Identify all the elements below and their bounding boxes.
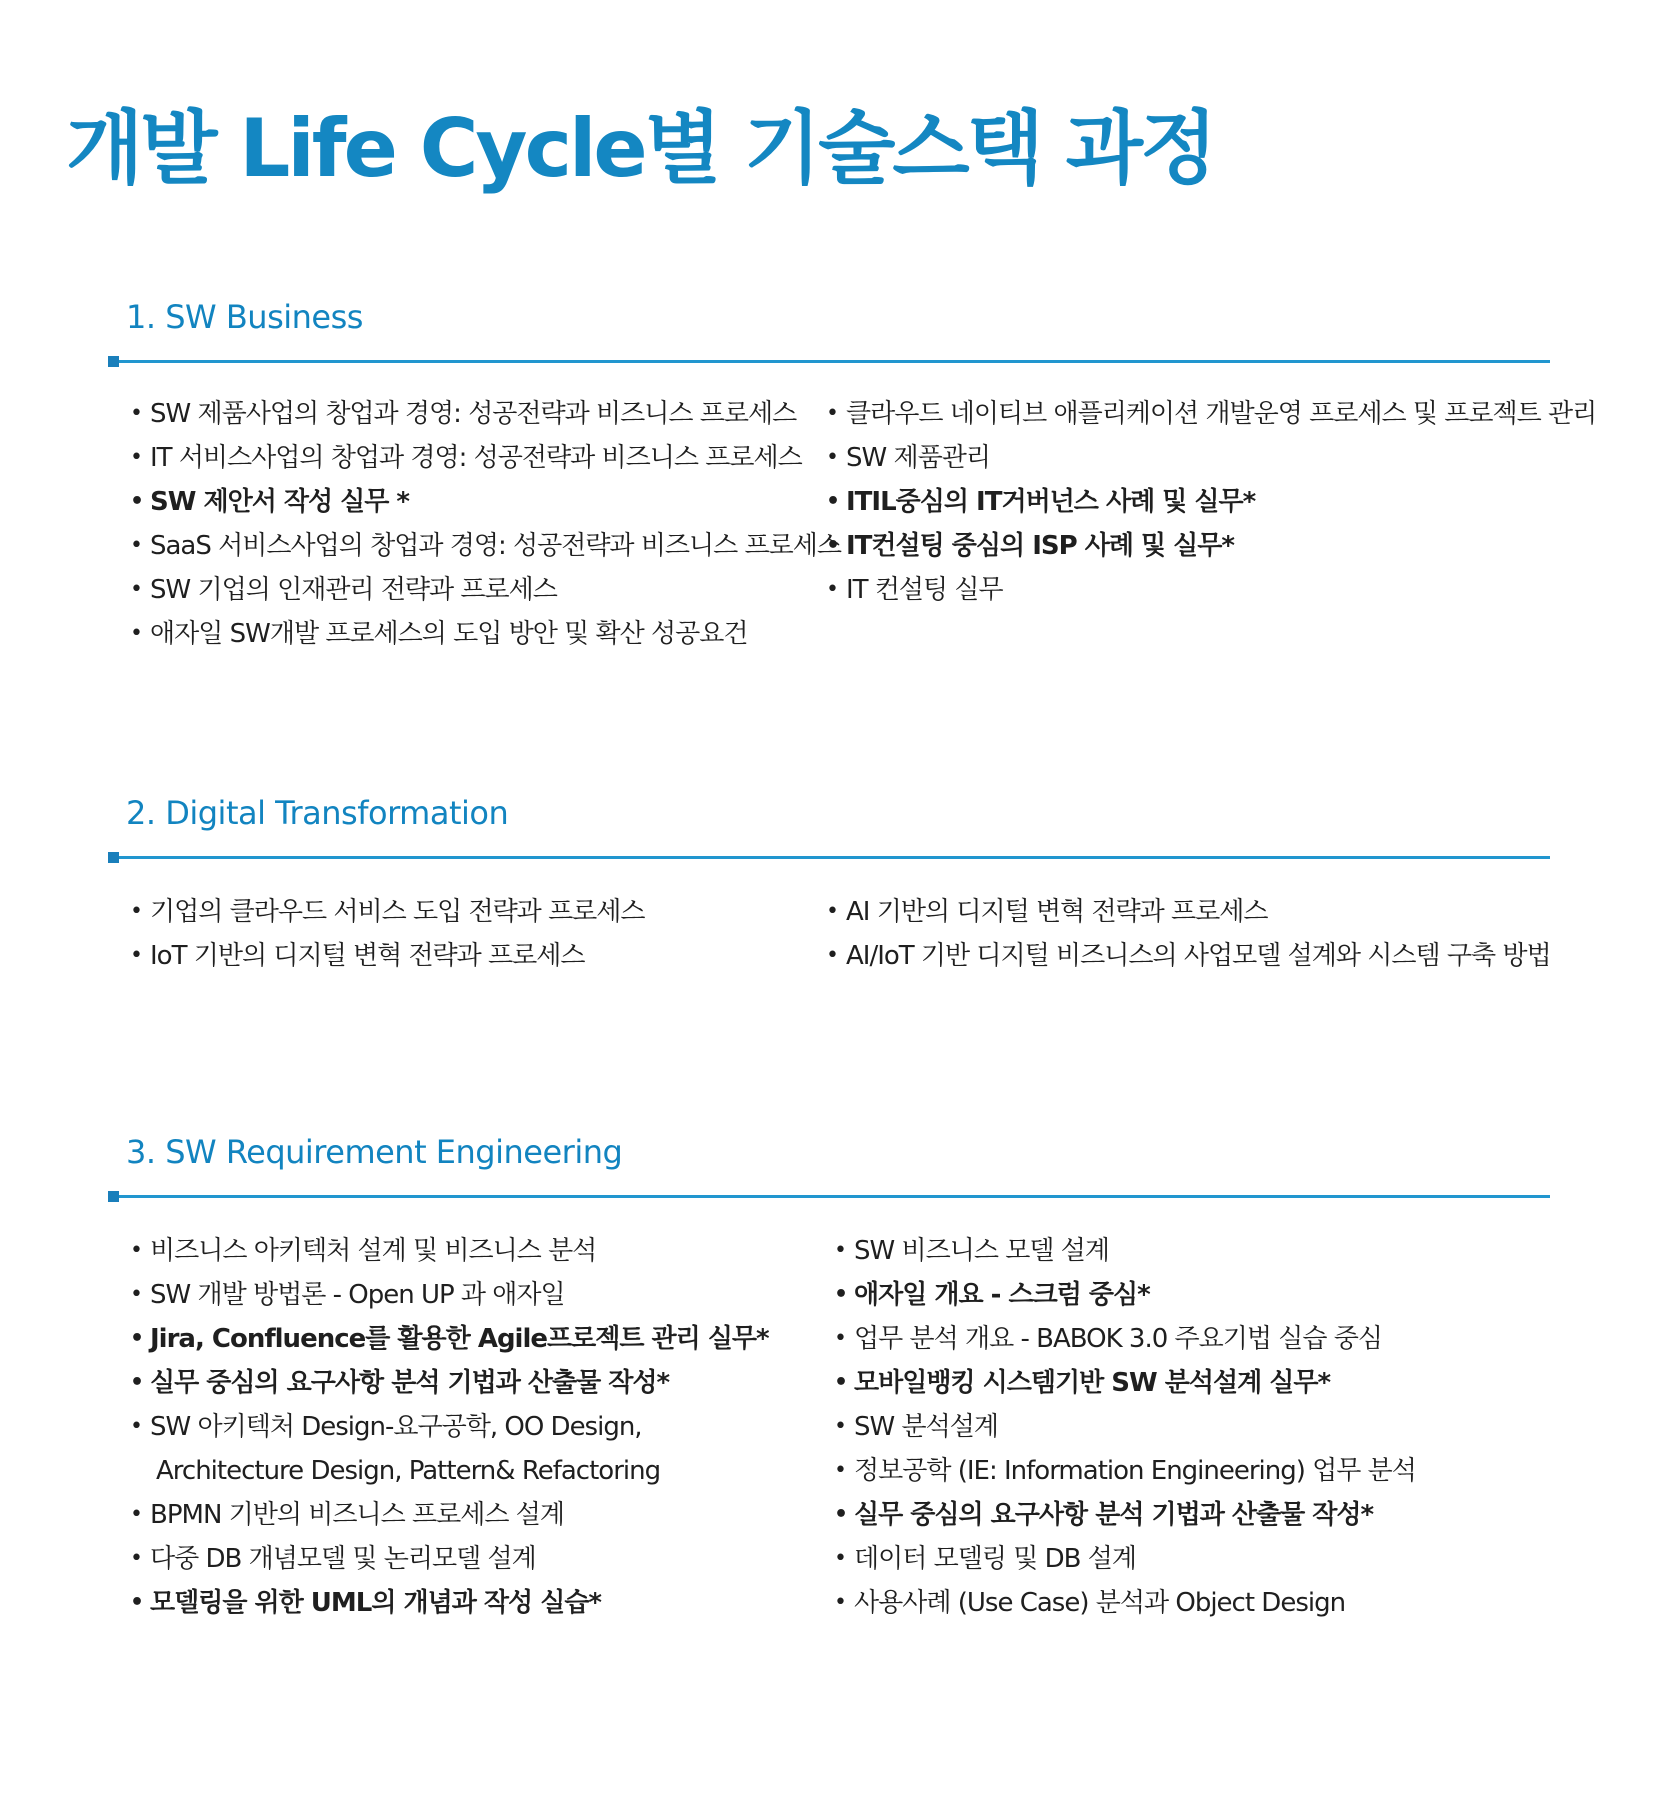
- section-heading: 3. SW Requirement Engineering: [126, 1133, 623, 1171]
- list-item: • IT컨설팅 중심의 ISP 사례 및 실무*: [826, 524, 1596, 568]
- right-course-list: [826, 392, 1596, 612]
- list-item: • Jira, Confluence를 활용한 Agile프로젝트 관리 실무*: [130, 1317, 769, 1361]
- list-item: • 모델링을 위한 UML의 개념과 작성 실습*: [130, 1581, 769, 1625]
- list-item: [130, 1405, 769, 1493]
- list-item: • 실무 중심의 요구사항 분석 기법과 산출물 작성*: [130, 1361, 769, 1405]
- list-item-line: SW 아키텍처 Design-요구공학, OO Design,: [150, 1412, 642, 1442]
- list-item: • SW 개발 방법론 - Open UP 과 애자일: [130, 1273, 769, 1317]
- list-item: • SW 기업의 인재관리 전략과 프로세스: [130, 568, 841, 612]
- right-course-list: [834, 1229, 1416, 1625]
- list-item: • IT 컨설팅 실무: [826, 568, 1596, 612]
- list-item: • SW 제품관리: [826, 436, 1596, 480]
- section-divider: [108, 360, 1550, 363]
- list-item: • AI 기반의 디지털 변혁 전략과 프로세스: [826, 890, 1551, 934]
- list-item: • 업무 분석 개요 - BABOK 3.0 주요기법 실습 중심: [834, 1317, 1416, 1361]
- list-item: • ITIL중심의 IT거버넌스 사례 및 실무*: [826, 480, 1596, 524]
- list-item: • BPMN 기반의 비즈니스 프로세스 설계: [130, 1493, 769, 1537]
- list-item: • 모바일뱅킹 시스템기반 SW 분석설계 실무*: [834, 1361, 1416, 1405]
- page-title: 개발 Life Cycle별 기술스택 과정: [66, 102, 1215, 195]
- list-item: • SW 제품사업의 창업과 경영: 성공전략과 비즈니스 프로세스: [130, 392, 841, 436]
- list-item: • 사용사례 (Use Case) 분석과 Object Design: [834, 1581, 1416, 1625]
- list-item: • 애자일 SW개발 프로세스의 도입 방안 및 확산 성공요건: [130, 612, 841, 656]
- list-item-line: Architecture Design, Pattern& Refactoring: [156, 1456, 661, 1486]
- list-item: • SW 비즈니스 모델 설계: [834, 1229, 1416, 1273]
- list-item: • SW 분석설계: [834, 1405, 1416, 1449]
- section-divider: [108, 1195, 1550, 1198]
- left-course-list: [130, 392, 841, 656]
- list-item: • 클라우드 네이티브 애플리케이션 개발운영 프로세스 및 프로젝트 관리: [826, 392, 1596, 436]
- list-item: • 실무 중심의 요구사항 분석 기법과 산출물 작성*: [834, 1493, 1416, 1537]
- right-course-list: [826, 890, 1551, 978]
- left-course-list: [130, 1229, 769, 1625]
- list-item: • 애자일 개요 - 스크럼 중심*: [834, 1273, 1416, 1317]
- left-course-list: [130, 890, 645, 978]
- list-item: • SaaS 서비스사업의 창업과 경영: 성공전략과 비즈니스 프로세스: [130, 524, 841, 568]
- list-item: • 데이터 모델링 및 DB 설계: [834, 1537, 1416, 1581]
- list-item: • IoT 기반의 디지털 변혁 전략과 프로세스: [130, 934, 645, 978]
- list-item: • 정보공학 (IE: Information Engineering) 업무 분석: [834, 1449, 1416, 1493]
- section-heading: 1. SW Business: [126, 298, 363, 336]
- list-item: • 다중 DB 개념모델 및 논리모델 설계: [130, 1537, 769, 1581]
- list-item: • IT 서비스사업의 창업과 경영: 성공전략과 비즈니스 프로세스: [130, 436, 841, 480]
- list-item: • 기업의 클라우드 서비스 도입 전략과 프로세스: [130, 890, 645, 934]
- list-item: • 비즈니스 아키텍처 설계 및 비즈니스 분석: [130, 1229, 769, 1273]
- list-item: • AI/IoT 기반 디지털 비즈니스의 사업모델 설계와 시스템 구축 방법: [826, 934, 1551, 978]
- section-divider: [108, 856, 1550, 859]
- section-heading: 2. Digital Transformation: [126, 794, 509, 832]
- list-item: • SW 제안서 작성 실무 *: [130, 480, 841, 524]
